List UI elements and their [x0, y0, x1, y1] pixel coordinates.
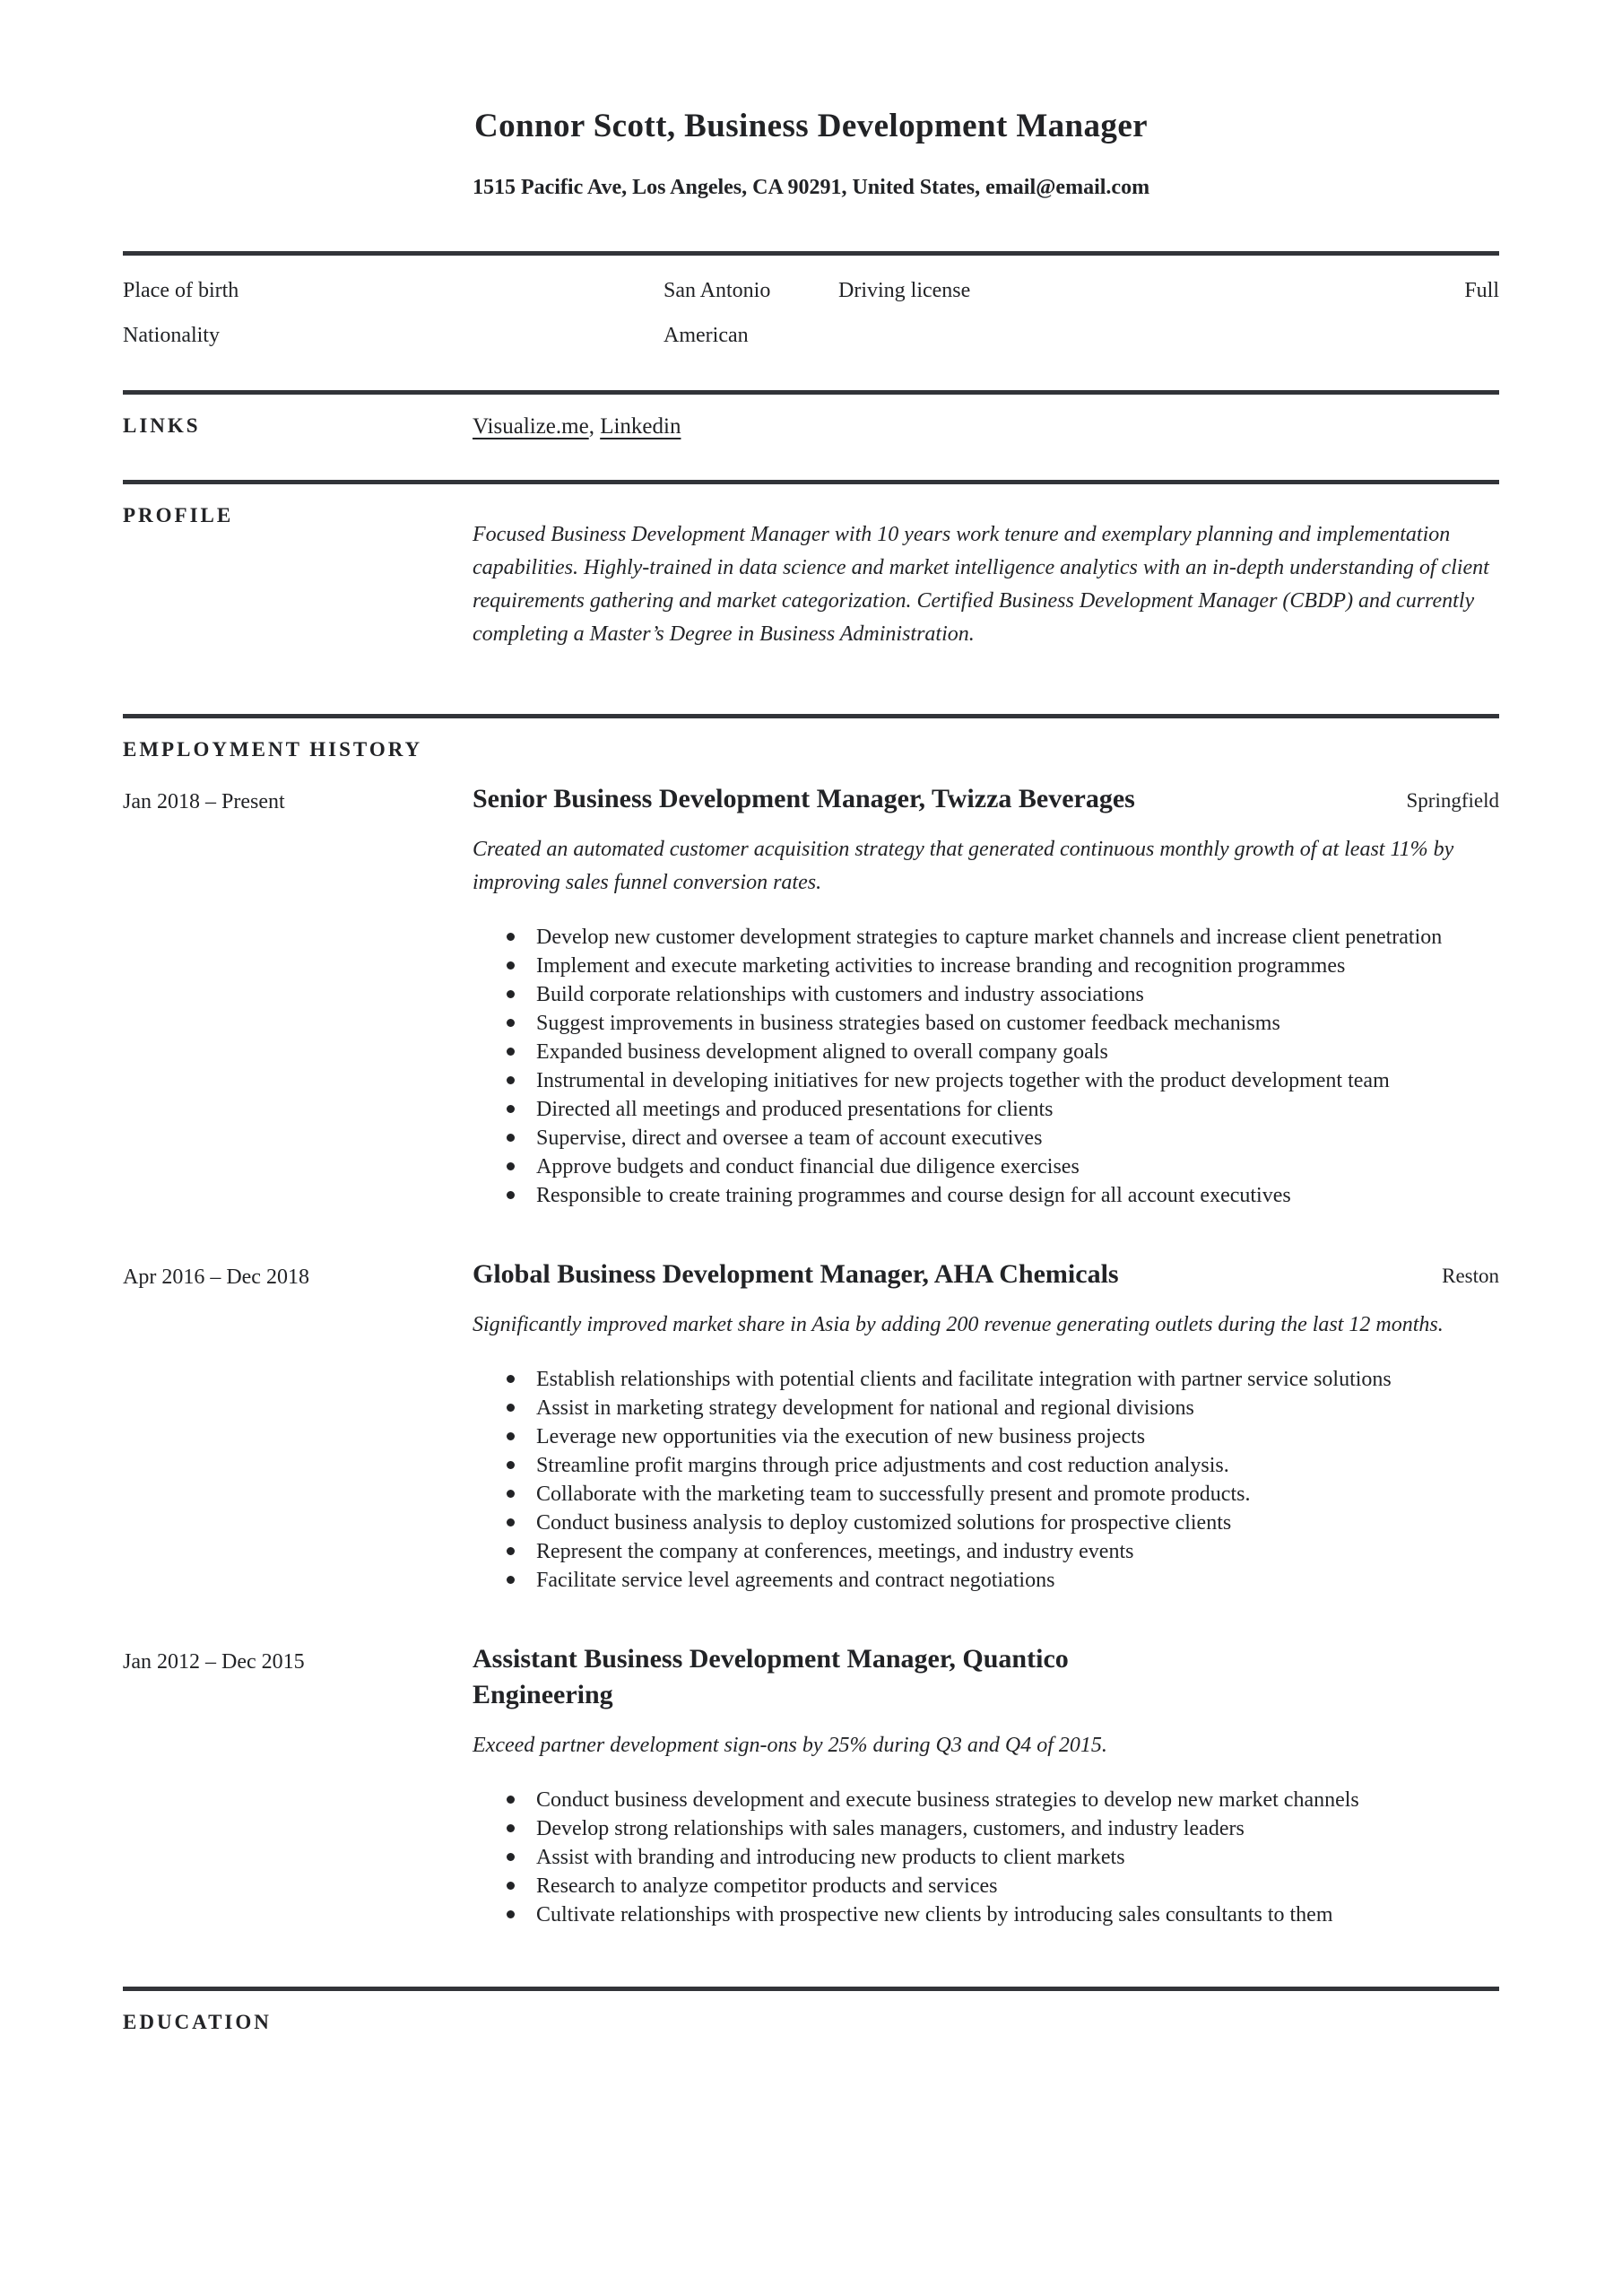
bullet-item: Research to analyze competitor products and services	[473, 1872, 1499, 1900]
detail-label-place-of-birth: Place of birth	[123, 279, 239, 302]
job-dates: Apr 2016 – Dec 2018	[123, 1265, 309, 1289]
education-heading: EDUCATION	[123, 2011, 272, 2033]
job-summary: Significantly improved market share in Asia by adding 200 revenue generating outlets during the last 12 months.	[473, 1313, 1444, 1336]
bullet-item: Leverage new opportunities via the execution of new business projects	[473, 1422, 1499, 1451]
job-header	[473, 1257, 1499, 1292]
links-section	[123, 395, 1499, 480]
bullet-item: Assist in marketing strategy development for national and regional divisions	[473, 1394, 1499, 1422]
bullet-item: Collaborate with the marketing team to successfully present and promote products.	[473, 1480, 1499, 1509]
bullet-item: Establish relationships with potential clients and facilitate integration with partner service solutions	[473, 1365, 1499, 1394]
job-entry	[123, 1641, 1499, 1929]
bullet-item: Assist with branding and introducing new products to client markets	[473, 1843, 1499, 1872]
bullet-item: Streamline profit margins through price adjustments and cost reduction analysis.	[473, 1451, 1499, 1480]
profile-heading: PROFILE	[123, 504, 234, 526]
job-summary: Exceed partner development sign-ons by 25% during Q3 and Q4 of 2015.	[473, 1734, 1107, 1757]
education-section	[123, 1991, 1499, 2036]
job-title: Global Business Development Manager, AHA Chemicals	[473, 1259, 1119, 1289]
detail-value-driving-license: Full	[1464, 279, 1499, 302]
job-bullet-list	[473, 1786, 1499, 1929]
bullet-item: Approve budgets and conduct financial due diligence exercises	[473, 1152, 1499, 1181]
bullet-item: Cultivate relationships with prospective new clients by introducing sales consultants to them	[473, 1900, 1499, 1929]
detail-value-place-of-birth: San Antonio	[664, 279, 771, 302]
job-entry	[123, 781, 1499, 1210]
detail-label-driving-license: Driving license	[838, 279, 971, 302]
job-bullet-list	[473, 923, 1499, 1210]
job-list	[123, 781, 1499, 1929]
job-entry	[123, 1257, 1499, 1595]
resume-header	[123, 106, 1499, 201]
job-header	[473, 1641, 1499, 1713]
job-dates: Jan 2018 – Present	[123, 790, 285, 813]
detail-value-nationality: American	[664, 324, 749, 347]
job-summary: Created an automated customer acquisition strategy that generated continuous monthly growth of at least 11% by improving sales funnel conversion rates.	[473, 838, 1454, 894]
links-heading: LINKS	[123, 414, 201, 437]
job-location: Reston	[1442, 1265, 1499, 1287]
links-list	[473, 413, 1499, 441]
candidate-name: Connor Scott, Business Development Manager	[474, 108, 1148, 144]
bullet-item: Directed all meetings and produced presentations for clients	[473, 1095, 1499, 1124]
personal-details-section	[123, 256, 1499, 390]
bullet-item: Develop strong relationships with sales managers, customers, and industry leaders	[473, 1814, 1499, 1843]
link-visualize-me[interactable]: Visualize.me	[473, 414, 589, 439]
job-header	[473, 781, 1499, 817]
bullet-item: Develop new customer development strategies to capture market channels and increase client penetration	[473, 923, 1499, 952]
bullet-item: Conduct business development and execute business strategies to develop new market channels	[473, 1786, 1499, 1814]
job-location: Springfield	[1406, 789, 1499, 812]
bullet-item: Suggest improvements in business strategies based on customer feedback mechanisms	[473, 1009, 1499, 1038]
bullet-item: Instrumental in developing initiatives for new projects together with the product development team	[473, 1066, 1499, 1095]
job-title: Assistant Business Development Manager, Quantico Engineering	[473, 1644, 1069, 1709]
bullet-item: Expanded business development aligned to overall company goals	[473, 1038, 1499, 1066]
profile-section	[123, 484, 1499, 714]
profile-summary: Focused Business Development Manager with 10 years work tenure and exemplary planning and implementation capabilities. Highly-trained in data science and market intelligence analytics with an in-depth understanding of client requirements gathering and market categorization. Certified Business Development Manager (CBDP) and currently completing a Master’s Degree in Business Administration.	[473, 523, 1489, 646]
job-bullet-list	[473, 1365, 1499, 1595]
detail-row	[123, 277, 1499, 304]
job-title: Senior Business Development Manager, Twizza Beverages	[473, 784, 1135, 813]
detail-label-nationality: Nationality	[123, 324, 220, 347]
links-separator: ,	[588, 414, 601, 439]
bullet-item: Build corporate relationships with customers and industry associations	[473, 980, 1499, 1009]
link-linkedin[interactable]: Linkedin	[600, 414, 681, 439]
bullet-item: Implement and execute marketing activities to increase branding and recognition programmes	[473, 952, 1499, 980]
job-dates: Jan 2012 – Dec 2015	[123, 1650, 305, 1674]
contact-line: 1515 Pacific Ave, Los Angeles, CA 90291, United States, email@email.com	[472, 176, 1150, 199]
bullet-item: Supervise, direct and oversee a team of account executives	[473, 1124, 1499, 1152]
employment-history-heading: EMPLOYMENT HISTORY	[123, 738, 423, 761]
bullet-item: Responsible to create training programmes and course design for all account executives	[473, 1181, 1499, 1210]
bullet-item: Conduct business analysis to deploy customized solutions for prospective clients	[473, 1509, 1499, 1537]
bullet-item: Represent the company at conferences, meetings, and industry events	[473, 1537, 1499, 1566]
employment-history-section	[123, 718, 1499, 1987]
bullet-item: Facilitate service level agreements and contract negotiations	[473, 1566, 1499, 1595]
detail-row	[123, 322, 1499, 349]
